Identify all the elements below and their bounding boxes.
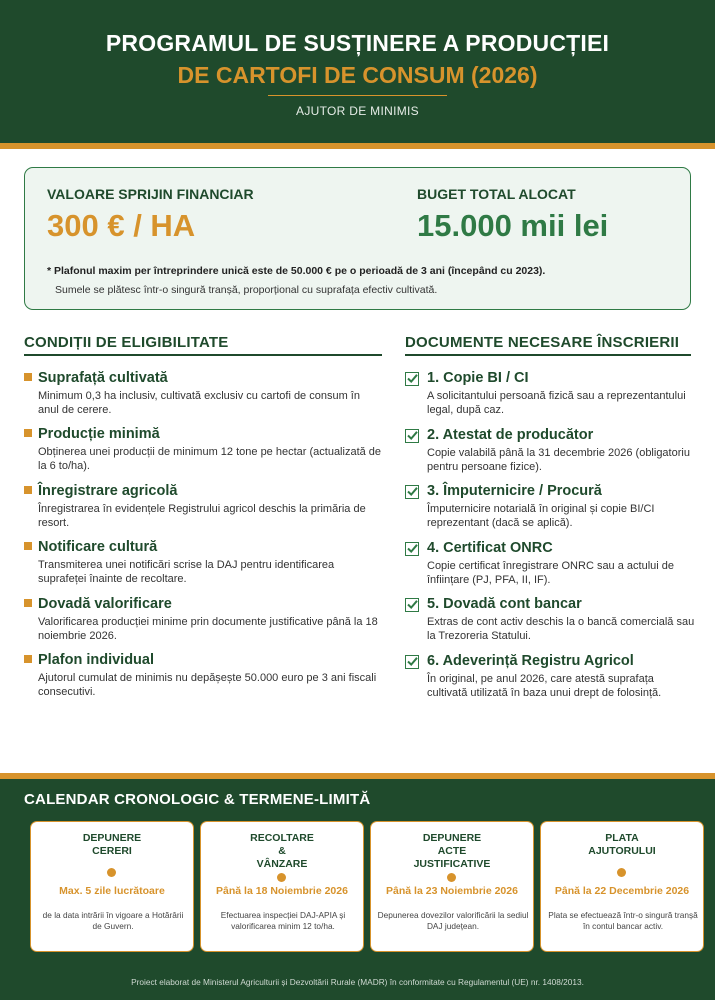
item-text: În original, pe anul 2026, care atestă suprafața cultivată utilizată în baza unui drept de folosință. — [427, 673, 662, 699]
card-deadline: Max. 5 zile lucrătoare — [59, 885, 165, 897]
square-bullet-icon — [24, 542, 32, 550]
page-title-line1: PROGRAMUL DE SUSȚINERE A PRODUCȚIEI — [105, 30, 610, 56]
item-text: Transmiterea unei notificări scrise la DAJ pentru identificarea suprafeței înainte de recoltare. — [38, 559, 335, 585]
support-value: 300 € / HA — [47, 208, 196, 243]
checkbox-checked-icon — [405, 485, 419, 499]
square-bullet-icon — [24, 486, 32, 494]
footer-note: Proiect elaborat de Ministerul Agriculturii și Dezvoltării Rurale (MADR) în conformitate cu Regulamentul (UE) nr. 1408/2013. — [131, 977, 584, 987]
card-description: Efectuarea inspecției DAJ-APIA și valorificarea minim 12 to/ha. — [220, 910, 346, 931]
item-text: Obținerea unei producții de minimum 12 tone pe hectar (actualizată de la 6 to/ha). — [38, 446, 382, 472]
card-title-line: & — [278, 845, 286, 857]
calendar-title: CALENDAR CRONOLOGIC & TERMENE-LIMITĂ — [24, 791, 371, 808]
item-text: Împuternicire notarială în original și copie BI/CI reprezentant (dacă se aplică). — [427, 503, 655, 529]
timeline-dot-icon — [617, 868, 626, 877]
payment-note: Sumele se plătesc într-o singură tranșă, proporțional cu suprafața efectiv cultivată. — [55, 284, 438, 296]
card-title-line: PLATA — [605, 832, 639, 844]
item-text: Extras de cont activ deschis la o bancă comercială sau la Trezoreria Statului. — [427, 616, 695, 642]
checkbox-checked-icon — [405, 655, 419, 669]
card-title-line: AJUTORULUI — [588, 845, 656, 857]
support-label: VALOARE SPRIJIN FINANCIAR — [47, 186, 254, 202]
checkbox-checked-icon — [405, 542, 419, 556]
item-title: 5. Dovadă cont bancar — [427, 596, 582, 612]
header-accent-stripe — [0, 143, 715, 149]
timeline-card-documents — [370, 821, 534, 952]
item-text: A solicitantului persoană fizică sau a reprezentantului legal, după caz. — [427, 390, 686, 416]
item-title: Suprafață cultivată — [38, 370, 168, 386]
budget-label: BUGET TOTAL ALOCAT — [417, 186, 576, 202]
item-text: Copie valabilă până la 31 decembrie 2026 (obligatoriu pentru persoane fizice). — [427, 447, 690, 473]
eligibility-divider — [24, 354, 382, 356]
page-header — [0, 0, 715, 143]
item-title: Notificare cultură — [38, 539, 158, 555]
item-title: 2. Atestat de producător — [427, 427, 594, 443]
card-title-line: DEPUNERE — [422, 832, 482, 844]
item-text: Minimum 0,3 ha inclusiv, cultivată exclusiv cu cartofi de consum în anul de cerere. — [38, 390, 360, 416]
item-title: 3. Împuternicire / Procură — [427, 483, 602, 499]
checkbox-checked-icon — [405, 372, 419, 386]
square-bullet-icon — [24, 655, 32, 663]
square-bullet-icon — [24, 599, 32, 607]
ceiling-note: * Plafonul maxim per întreprindere unică este de 50.000 € pe o perioadă de 3 ani (începând cu 2023). — [47, 265, 546, 277]
card-deadline: Până la 18 Noiembrie 2026 — [216, 885, 348, 897]
card-title-line: CERERI — [92, 845, 132, 857]
timeline-dot-icon — [277, 873, 286, 882]
card-description: Depunerea dovezilor valorificării la sediul DAJ județean. — [377, 910, 529, 931]
card-description: Plata se efectuează într-o singură tranșă în contul bancar activ. — [548, 910, 698, 931]
card-title-line: VÂNZARE — [256, 858, 308, 870]
item-title: Producție minimă — [38, 426, 160, 442]
documents-section-title: DOCUMENTE NECESARE ÎNSCRIERII — [405, 334, 680, 351]
financial-summary-box — [24, 167, 691, 310]
budget-value: 15.000 mii lei — [417, 208, 609, 243]
card-deadline: Până la 23 Noiembrie 2026 — [386, 885, 518, 897]
item-text: Ajutorul cumulat de minimis nu depășește 50.000 euro pe 3 ani fiscali consecutivi. — [38, 672, 377, 698]
eligibility-section-title: CONDIȚII DE ELIGIBILITATE — [24, 334, 229, 351]
item-title: Dovadă valorificare — [38, 596, 172, 612]
card-title-line: RECOLTARE — [250, 832, 314, 844]
square-bullet-icon — [24, 373, 32, 381]
item-title: 6. Adeverință Registru Agricol — [427, 653, 634, 669]
card-title-line: ACTE — [437, 845, 467, 857]
item-title: 4. Certificat ONRC — [427, 540, 553, 556]
item-text: Înregistrarea în evidențele Registrului agricol deschis la primăria de resort. — [38, 503, 366, 529]
item-text: Copie certificat înregistrare ONRC sau a actului de înființare (PJ, PFA, II, IF). — [427, 560, 674, 586]
item-title: 1. Copie BI / CI — [427, 370, 529, 386]
page-title-line2: DE CARTOFI DE CONSUM (2026) — [177, 62, 538, 88]
page-subtitle: AJUTOR DE MINIMIS — [296, 104, 419, 118]
card-description: de la data intrării în vigoare a Hotărârii de Guvern. — [42, 910, 184, 931]
calendar-section — [0, 779, 715, 1000]
checkbox-checked-icon — [405, 429, 419, 443]
timeline-card-payment — [540, 821, 704, 952]
card-title-line: DEPUNERE — [82, 832, 142, 844]
header-divider — [268, 95, 447, 96]
item-text: Valorificarea producției minime prin documente justificative până la 18 noiembrie 2026. — [38, 616, 378, 642]
documents-divider — [405, 354, 691, 356]
item-title: Plafon individual — [38, 652, 155, 668]
checkbox-checked-icon — [405, 598, 419, 612]
timeline-dot-icon — [107, 868, 116, 877]
card-title-line: JUSTIFICATIVE — [413, 858, 491, 870]
item-title: Înregistrare agricolă — [38, 483, 178, 499]
square-bullet-icon — [24, 429, 32, 437]
timeline-card-harvest — [200, 821, 364, 952]
card-deadline: Până la 22 Decembrie 2026 — [554, 885, 690, 897]
timeline-card-submission — [30, 821, 194, 952]
timeline-dot-icon — [447, 873, 456, 882]
